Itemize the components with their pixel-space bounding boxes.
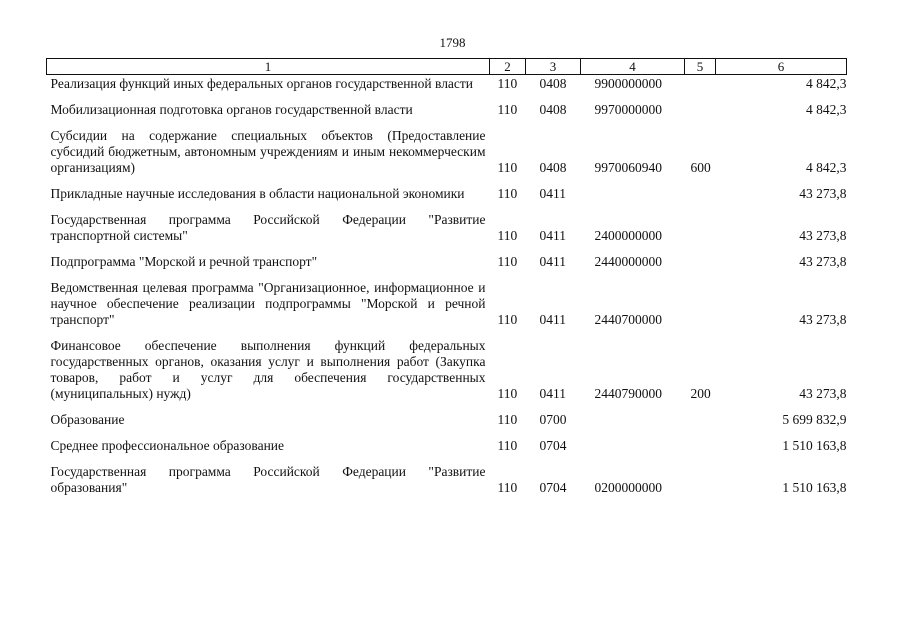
row-amount: 1 510 163,8: [782, 438, 847, 453]
row-name: [47, 186, 490, 212]
row-amount: 43 273,8: [799, 386, 847, 401]
row-code-4: 2400000000: [594, 228, 662, 243]
table-row: [47, 464, 847, 506]
row-name-text: Государственная программа Российской Федерации "Развитие образования": [50, 464, 486, 495]
row-code-2: 110: [497, 386, 518, 401]
row-name: [47, 102, 490, 128]
row-code-5: [685, 75, 716, 103]
row-code-2: 110: [497, 412, 518, 427]
row-name: [47, 464, 490, 506]
row-code-5: 200: [690, 386, 711, 401]
row-code-4: 9900000000: [594, 76, 662, 91]
row-name: [47, 438, 490, 464]
row-name: [47, 75, 490, 103]
row-code-4: [581, 438, 685, 464]
row-code-3: 0704: [539, 480, 567, 495]
row-code-4: 0200000000: [594, 480, 662, 495]
row-code-4: [581, 412, 685, 438]
row-code-5: [685, 438, 716, 464]
row-name-text: Среднее профессиональное образование: [50, 438, 285, 453]
table-row: [47, 128, 847, 186]
row-code-3: 0411: [539, 386, 566, 401]
row-code-4: 2440000000: [594, 254, 662, 269]
row-name-text: Образование: [50, 412, 125, 427]
row-name: [47, 338, 490, 412]
row-code-5: [685, 212, 716, 254]
row-name: [47, 280, 490, 338]
row-code-3: 0700: [539, 412, 567, 427]
column-header: 4: [581, 59, 685, 75]
row-code-5: [685, 102, 716, 128]
row-code-3: 0411: [539, 186, 566, 201]
row-name: [47, 128, 490, 186]
row-code-2: 110: [497, 438, 518, 453]
row-code-2: 110: [497, 254, 518, 269]
column-header: 5: [685, 59, 716, 75]
row-name: [47, 254, 490, 280]
row-amount: 4 842,3: [806, 76, 847, 91]
row-code-5: [685, 280, 716, 338]
page-number: 1798: [439, 35, 466, 50]
column-header: 2: [490, 59, 526, 75]
table-row: [47, 254, 847, 280]
row-code-2: 110: [497, 76, 518, 91]
row-code-2: 110: [497, 186, 518, 201]
row-code-5: [685, 254, 716, 280]
row-amount: 43 273,8: [799, 186, 847, 201]
row-name-text: Реализация функций иных федеральных органов государственной власти: [50, 76, 474, 91]
row-code-3: 0411: [539, 228, 566, 243]
row-code-2: 110: [497, 312, 518, 327]
row-name-text: Мобилизационная подготовка органов государственной власти: [50, 102, 413, 117]
row-code-3: 0411: [539, 254, 566, 269]
row-amount: 43 273,8: [799, 228, 847, 243]
row-code-3: 0408: [539, 76, 567, 91]
row-amount: 4 842,3: [806, 160, 847, 175]
column-header: 6: [716, 59, 847, 75]
row-code-2: 110: [497, 102, 518, 117]
row-code-4: 9970060940: [594, 160, 662, 175]
row-name-text: Прикладные научные исследования в области национальной экономики: [50, 186, 465, 201]
row-name-text: Подпрограмма "Морской и речной транспорт": [50, 254, 318, 269]
column-header: 1: [47, 59, 490, 75]
row-code-4: 2440700000: [594, 312, 662, 327]
row-name-text: Субсидии на содержание специальных объектов (Предоставление субсидий бюджетным, автономным учреждениям и иным некоммерческим организациям): [50, 128, 486, 175]
row-code-4: 9970000000: [594, 102, 662, 117]
row-code-5: [685, 186, 716, 212]
row-code-2: 110: [497, 160, 518, 175]
row-name-text: Ведомственная целевая программа "Организационное, информационное и научное обеспечение реализации подпрограммы "Морской и речной транспорт": [50, 280, 486, 327]
table-row: [47, 438, 847, 464]
row-code-3: 0704: [539, 438, 567, 453]
row-name-text: Государственная программа Российской Федерации "Развитие транспортной системы": [50, 212, 486, 243]
table-header-row: [47, 59, 847, 75]
row-amount: 1 510 163,8: [782, 480, 847, 495]
row-amount: 43 273,8: [799, 254, 847, 269]
table-row: [47, 280, 847, 338]
table-row: [47, 102, 847, 128]
row-code-3: 0408: [539, 160, 567, 175]
row-code-2: 110: [497, 228, 518, 243]
row-code-2: 110: [497, 480, 518, 495]
row-code-5: [685, 464, 716, 506]
row-code-3: 0411: [539, 312, 566, 327]
row-code-3: 0408: [539, 102, 567, 117]
row-code-5: [685, 412, 716, 438]
row-amount: 4 842,3: [806, 102, 847, 117]
budget-table: [46, 58, 847, 506]
row-code-4: [581, 186, 685, 212]
row-amount: 5 699 832,9: [782, 412, 847, 427]
table-row: [47, 212, 847, 254]
row-name: [47, 212, 490, 254]
row-name-text: Финансовое обеспечение выполнения функций федеральных государственных органов, оказания услуг и выполнения работ (Закупка товаров, работ и услуг для обеспечения государственных (муниципальных) нужд): [50, 338, 486, 401]
table-row: [47, 338, 847, 412]
row-code-5: 600: [690, 160, 711, 175]
table-row: [47, 75, 847, 103]
column-header: 3: [526, 59, 581, 75]
row-name: [47, 412, 490, 438]
row-amount: 43 273,8: [799, 312, 847, 327]
table-row: [47, 186, 847, 212]
row-code-4: 2440790000: [594, 386, 662, 401]
table-row: [47, 412, 847, 438]
